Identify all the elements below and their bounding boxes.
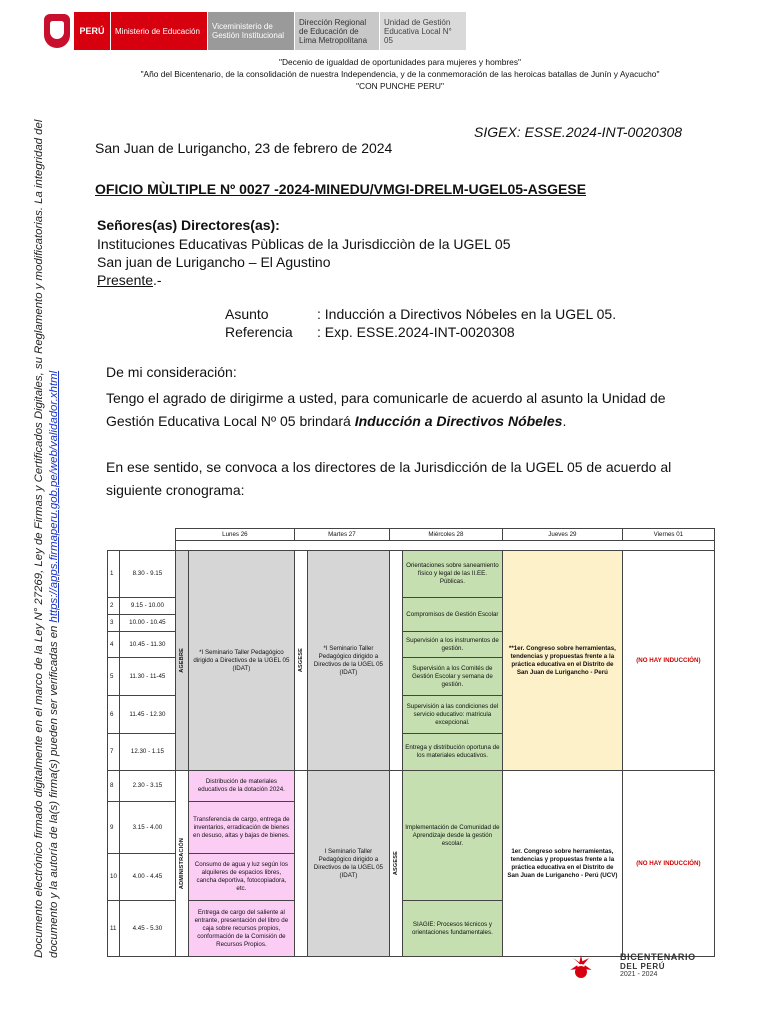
paragraph-1-end: . (562, 413, 567, 429)
tue-afternoon-session: I Seminario Taller Pedagógico dirigido a Directivos de la UGEL 05 (IDAT) (307, 771, 389, 957)
schedule-row (108, 551, 715, 598)
row-number: 9 (108, 802, 120, 854)
administracion-label: ADMINISTRACIÓN (178, 837, 185, 890)
wed-morning-session: Supervisión a las condiciones del servicio educativo: matricula excepcional. (402, 696, 502, 734)
digital-signature-notice (32, 78, 62, 958)
validator-link[interactable]: https://apps.firmaperu.gob.pe/web/validador.xhtml (48, 370, 60, 623)
mon-afternoon-session: Consumo de agua y luz según los alquileres de espacios libres, cancha deportiva, fotocopiadora, etc. (188, 854, 294, 901)
row-number: 8 (108, 771, 120, 802)
header-direccion: Dirección Regional de Educación de Lima Metropolitana (294, 12, 379, 50)
wed-morning-session: Compromisos de Gestión Escolar (402, 598, 502, 632)
thu-afternoon-session: 1er. Congreso sobre herramientas, tendencias y propuestas frente a la práctica educativa en el Distrito de San Juan de Lurigancho - Perú (UCV) (502, 771, 622, 957)
presente-suffix: .- (153, 272, 162, 288)
agebre-label-cell (175, 551, 188, 771)
presente-word: Presente (97, 272, 154, 288)
header-peru: PERÚ (74, 12, 110, 50)
sigex-reference: SIGEX: ESSE.2024-INT-0020308 (474, 124, 683, 140)
wed-morning-session: Supervisión a los Comités de Gestión Escolar y semana de gestión. (402, 658, 502, 696)
time-slot: 8.30 - 9.15 (119, 551, 175, 598)
institutional-header (40, 12, 466, 50)
day-header: Miércoles 28 (389, 529, 502, 541)
recipients-title: Señores(as) Directores(as): (97, 217, 280, 233)
administracion-label-cell (175, 771, 188, 957)
day-header: Viernes 01 (622, 529, 714, 541)
time-slot: 11.30 - 11-45 (119, 658, 175, 696)
wed-morning-session: Entrega y distribución oportuna de los materiales educativos. (402, 734, 502, 771)
paragraph-1-emphasis: Inducción a Directivos Nóbeles (354, 413, 563, 429)
asgese-label: ASGESE (392, 851, 399, 876)
asgese-label: ASGESE (297, 648, 304, 673)
wed-morning-session: Orientaciones sobre saneamiento físico y legal de las II.EE. Públicas. (402, 551, 502, 598)
row-number: 11 (108, 901, 120, 957)
row-number: 7 (108, 734, 120, 771)
time-slot: 10.00 - 10.45 (119, 615, 175, 632)
mon-afternoon-session: Entrega de cargo del saliente al entrante, presentación del libro de caja sobre recursos propios, conformación de la Comisión de Recursos Propios. (188, 901, 294, 957)
row-number: 3 (108, 615, 120, 632)
bicentenario-line1: BICENTENARIO (620, 952, 696, 962)
motto-anio: "Año del Bicentenario, de la consolidación de nuestra Independencia, y de la conmemoración de las heroicas batallas de Junín y Ayacucho" (140, 69, 660, 79)
referencia-label: Referencia (225, 324, 293, 340)
time-slot: 9.15 - 10.00 (119, 598, 175, 615)
tue-morning-session: *I Seminario Taller Pedagógico dirigido a Directivos de la UGEL 05 (IDAT) (307, 551, 389, 771)
thu-morning-session: **1er. Congreso sobre herramientas, tendencias y propuestas frente a la práctica educativa en el Distrito de San Juan de Lurigancho - Perú (502, 551, 622, 771)
asunto-label: Asunto (225, 306, 269, 322)
asunto-value: : Inducción a Directivos Nóbeles en la UGEL 05. (317, 306, 617, 322)
time-slot: 3.15 - 4.00 (119, 802, 175, 854)
paragraph-1-text: Tengo el agrado de dirigirme a usted, para comunicarle de acuerdo al asunto la Unidad de Gestión Educativa Local Nº 05 brindará (106, 390, 666, 429)
signature-notice-text: Documento electrónico firmado digitalmente en el marco de la Ley N° 27269, Ley de Firmas y Certificados Digitales, su Reglamento y modificatorias. La integridad del documento y la autoría de la(s) firma(s) pueden ser verificadas en (33, 119, 60, 958)
day-header: Martes 27 (294, 529, 389, 541)
oficio-title: OFICIO MÙLTIPLE Nº 0027 -2024-MINEDU/VMGI-DRELM-UGEL05-ASGESE (95, 181, 587, 197)
fri-morning-session: (NO HAY INDUCCIÓN) (622, 551, 714, 771)
wed-afternoon-session: Implementación de Comunidad de Aprendizaje desde la gestión escolar. (402, 771, 502, 901)
bicentenario-sun-icon (566, 952, 596, 982)
agebre-label: AGEBRE (178, 648, 185, 673)
time-slot: 10.45 - 11.30 (119, 632, 175, 658)
bicentenario-line2: DEL PERÚ (620, 962, 666, 971)
paragraph-2: En ese sentido, se convoca a los directores de la Jurisdicción de la UGEL 05 de acuerdo al siguiente cronograma: (106, 459, 672, 498)
peru-coat-of-arms-icon (40, 12, 74, 50)
schedule-table (107, 528, 715, 957)
recipients-line2: San juan de Lurigancho – El Agustino (97, 254, 331, 270)
header-unidad: Unidad de Gestión Educativa Local N° 05 (379, 12, 466, 50)
header-ministerio: Ministerio de Educación (110, 12, 207, 50)
wed-morning-session: Supervisión a los instrumentos de gestión. (402, 632, 502, 658)
row-number: 10 (108, 854, 120, 901)
schedule-row (108, 771, 715, 802)
motto-decenio: "Decenio de igualdad de oportunidades para mujeres y hombres" (279, 57, 521, 67)
time-slot: 4.45 - 5.30 (119, 901, 175, 957)
presente-line (97, 271, 162, 289)
schedule-header-row (108, 529, 715, 541)
bicentenario-logo (616, 940, 726, 990)
time-slot: 2.30 - 3.15 (119, 771, 175, 802)
asgese-label-cell (294, 551, 307, 771)
paragraph-1 (106, 387, 706, 433)
mon-morning-session: *I Seminario Taller Pedagógico dirigido a Directivos de la UGEL 05 (IDAT) (188, 551, 294, 771)
time-slot: 12.30 - 1.15 (119, 734, 175, 771)
asgese-label-cell-2 (389, 771, 402, 957)
time-slot: 4.00 - 4.45 (119, 854, 175, 901)
recipients-line1: Instituciones Educativas Pùblicas de la Jurisdicciòn de la UGEL 05 (97, 236, 511, 252)
fri-afternoon-session: (NO HAY INDUCCIÓN) (622, 771, 714, 957)
greeting: De mi consideración: (106, 364, 237, 380)
row-number: 2 (108, 598, 120, 615)
row-number: 5 (108, 658, 120, 696)
day-header: Jueves 29 (502, 529, 622, 541)
row-number: 6 (108, 696, 120, 734)
time-slot: 11.45 - 12.30 (119, 696, 175, 734)
row-number: 1 (108, 551, 120, 598)
header-viceministerio: Viceministerio de Gestión Institucional (207, 12, 294, 50)
wed-afternoon-session: SIAGIE: Procesos técnicos y orientaciones fundamentales. (402, 901, 502, 957)
motto-punche: "CON PUNCHE PERU" (356, 81, 444, 91)
mon-afternoon-session: Transferencia de cargo, entrega de inventarios, erradicación de bienes en desuso, altas y bajas de bienes. (188, 802, 294, 854)
mon-afternoon-session: Distribución de materiales educativos de la dotación 2024. (188, 771, 294, 802)
date-line: San Juan de Lurigancho, 23 de febrero de 2024 (95, 140, 393, 156)
bicentenario-line3: 2021 - 2024 (620, 971, 658, 978)
referencia-value: : Exp. ESSE.2024-INT-0020308 (317, 324, 515, 340)
day-header: Lunes 26 (175, 529, 294, 541)
row-number: 4 (108, 632, 120, 658)
